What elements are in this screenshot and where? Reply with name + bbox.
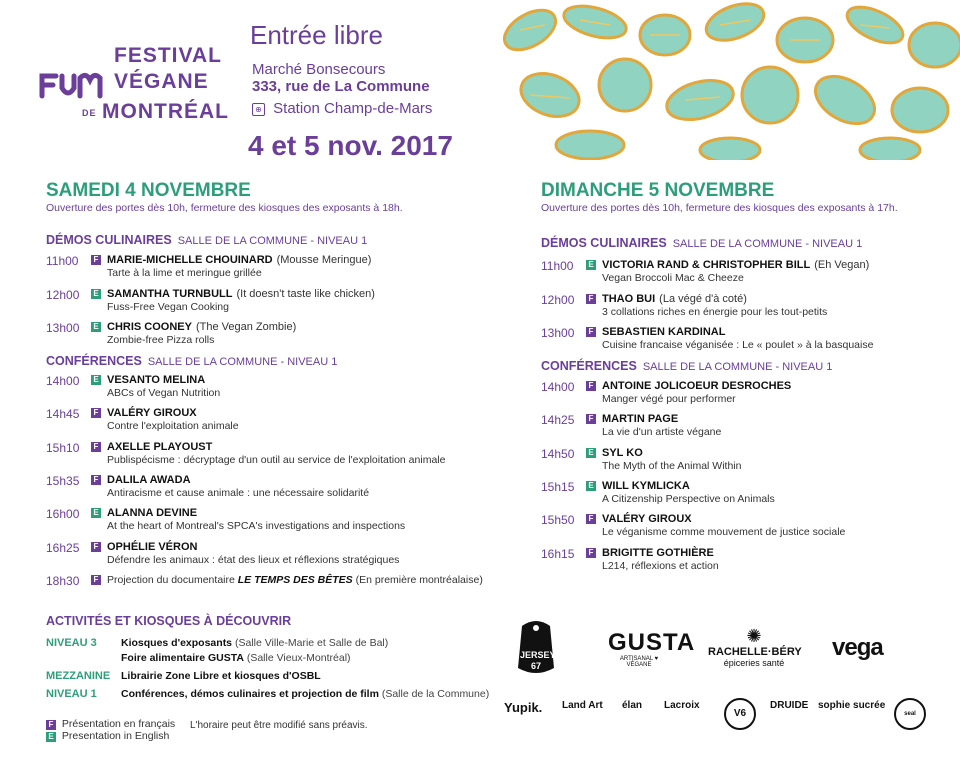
rachelle-bery-logo <box>708 626 800 668</box>
gusta-tagline: ARTISANAL ♥ VÉGANE <box>619 656 659 668</box>
lang-badge-en: E <box>586 260 596 270</box>
land-art-logo: Land Art <box>562 700 603 711</box>
level-label: NIVEAU 1 <box>46 688 97 700</box>
jersey-67-logo <box>516 618 556 676</box>
lang-badge-en: E <box>91 508 101 518</box>
schedule-row <box>46 507 466 537</box>
activity-name: Conférences, démos culinaires et projection de film <box>121 688 379 700</box>
lang-badge-fr: F <box>586 294 596 304</box>
talk-title: Zombie-free Pizza rolls <box>107 334 215 346</box>
lang-badge-en: E <box>91 375 101 385</box>
speaker-name: VICTORIA RAND & CHRISTOPHER BILL <box>602 259 811 271</box>
talk-title: Cuisine francaise véganisée : Le « poulet » à la basquaise <box>602 339 874 351</box>
speaker-name: CHRIS COONEY <box>107 321 192 333</box>
talk-title: Manger végé pour performer <box>602 393 736 405</box>
elan-logo: élan <box>622 700 643 711</box>
speaker-name: VALÉRY GIROUX <box>602 513 692 526</box>
free-entry: Entrée libre <box>250 20 383 50</box>
talk-title: Défendre les animaux : état des lieux et réflexions stratégiques <box>107 553 400 566</box>
lang-badge-fr: F <box>586 548 596 558</box>
section-room: SALLE DE LA COMMUNE - NIVEAU 1 <box>642 361 833 373</box>
speaker-name: MARTIN PAGE <box>602 413 679 426</box>
lang-badge-fr: F <box>46 720 56 730</box>
gusta-wordmark: GUSTA <box>608 629 696 656</box>
lang-badge-fr: F <box>586 414 596 424</box>
speaker-name: SEBASTIEN KARDINAL <box>602 326 726 338</box>
section-title: CONFÉRENCES <box>541 359 637 373</box>
schedule-row <box>46 541 466 571</box>
event-time: 14h45 <box>46 407 80 422</box>
lang-badge-en: E <box>91 289 101 299</box>
speaker-line <box>107 441 212 453</box>
metro-line <box>252 100 432 118</box>
schedule-change-note: L'horaire peut être modifié sans préavis. <box>190 720 368 731</box>
event-time: 16h15 <box>541 546 575 561</box>
schedule-row <box>541 547 960 577</box>
activity-room: (Salle Ville-Marie et Salle de Bal) <box>232 637 389 649</box>
festival-title-line3-small: DE <box>82 108 97 118</box>
section-room: SALLE DE LA COMMUNE - NIVEAU 1 <box>177 235 368 247</box>
level-label: MEZZANINE <box>46 670 111 682</box>
talk-title: Vegan Broccoli Mac & Cheeze <box>602 272 744 284</box>
speaker-line <box>602 413 678 425</box>
lang-badge-fr: F <box>91 442 101 452</box>
speaker-line <box>602 480 690 492</box>
speaker-name: OPHÉLIE VÉRON <box>107 540 198 553</box>
speaker-line <box>602 547 714 559</box>
speaker-affiliation: (Eh Vegan) <box>814 259 870 271</box>
talk-title: At the heart of Montreal's SPCA's investigations and inspections <box>107 520 406 533</box>
speaker-line <box>602 259 869 271</box>
fvm-logo-mark <box>38 70 108 100</box>
v6-logo: V6 <box>724 698 756 730</box>
schedule-row <box>541 447 960 477</box>
section-title: CONFÉRENCES <box>46 354 142 368</box>
activity-line <box>121 652 351 664</box>
festival-title-line1: FESTIVAL <box>114 44 222 67</box>
legend-french-text: Présentation en français <box>61 718 176 730</box>
talk-title: Contre l'exploitation animale <box>107 420 239 433</box>
rachelle-bery-tagline: épiceries santé <box>723 658 785 668</box>
activity-name: Kiosques d'exposants <box>121 637 233 649</box>
speaker-name: BRIGITTE GOTHIÈRE <box>602 546 714 559</box>
event-time: 14h00 <box>46 374 80 388</box>
flower-icon: ✺ <box>746 626 762 646</box>
activity-room: (Salle de la Commune) <box>378 688 490 700</box>
schedule-row <box>46 407 466 437</box>
lang-badge-fr: F <box>91 475 101 485</box>
level-label: NIVEAU 3 <box>46 637 97 649</box>
lang-badge-fr: F <box>586 514 596 524</box>
legend-english <box>46 730 169 742</box>
speaker-line <box>107 474 191 486</box>
legend-french <box>46 718 175 730</box>
activity-name: Librairie Zone Libre et kiosques d'OSBL <box>121 670 321 682</box>
speaker-name: ALANNA DEVINE <box>107 507 198 520</box>
speaker-line <box>602 447 643 459</box>
event-time: 15h10 <box>46 440 80 455</box>
lang-badge-fr: F <box>91 408 101 418</box>
activity-line <box>121 637 388 649</box>
speaker-name: THAO BUI <box>602 292 656 305</box>
sunday-hours: Ouverture des portes dès 10h, fermeture des kiosques des exposants à 17h. <box>541 202 898 214</box>
event-time: 15h35 <box>46 473 80 488</box>
speaker-name: ANTOINE JOLICOEUR DESROCHES <box>602 380 792 392</box>
jersey-67-text: JERSEY 67 <box>520 650 556 671</box>
speaker-line <box>107 541 197 553</box>
schedule-row <box>541 259 960 289</box>
sophie-sucree-logo: sophie sucrée <box>818 700 886 711</box>
talk-title: Fuss-Free Vegan Cooking <box>107 300 229 313</box>
section-title: DÉMOS CULINAIRES <box>46 233 172 247</box>
talk-title: Tarte à la lime et meringue grillée <box>107 267 262 279</box>
activity-line <box>121 688 489 700</box>
event-time: 13h00 <box>46 321 80 335</box>
lacroix-logo: Lacroix <box>664 700 700 711</box>
sunday-title: DIMANCHE 5 NOVEMBRE <box>541 180 775 201</box>
sunday-demos-header <box>541 236 862 250</box>
speaker-name: DALILA AWADA <box>107 473 191 486</box>
event-time: 14h25 <box>541 413 575 428</box>
schedule-row <box>46 374 466 404</box>
speaker-name: VALÉRY GIROUX <box>107 407 197 420</box>
festival-title-line3: MONTRÉAL <box>102 100 229 123</box>
festival-logo <box>38 44 229 134</box>
schedule-row <box>46 288 466 318</box>
talk-title: Le véganisme comme mouvement de justice sociale <box>602 526 846 539</box>
talk-title: A Citizenship Perspective on Animals <box>602 492 775 505</box>
lang-badge-en: E <box>91 322 101 332</box>
film-description <box>107 574 483 586</box>
speaker-name: AXELLE PLAYOUST <box>107 440 213 453</box>
schedule-row <box>46 321 466 351</box>
vega-logo: vega <box>832 634 883 661</box>
schedule-row <box>46 474 466 504</box>
speaker-line <box>602 326 725 338</box>
druide-logo: DRUIDE <box>770 700 809 711</box>
event-time: 16h25 <box>46 540 80 555</box>
venue-name: Marché Bonsecours <box>252 61 386 78</box>
vegetable-illustration <box>500 0 960 160</box>
schedule-row <box>541 480 960 510</box>
speaker-line <box>602 380 791 392</box>
speaker-line <box>107 288 375 300</box>
event-time: 13h00 <box>541 326 575 340</box>
schedule-row <box>46 441 466 471</box>
lang-badge-en: E <box>586 481 596 491</box>
schedule-row <box>541 413 960 443</box>
event-time: 16h00 <box>46 507 80 522</box>
film-title: LE TEMPS DES BÊTES <box>237 574 353 586</box>
schedule-row <box>46 254 466 284</box>
event-time: 14h50 <box>541 446 575 461</box>
saturday-title: SAMEDI 4 NOVEMBRE <box>46 180 251 201</box>
gusta-logo <box>608 629 696 668</box>
event-time: 15h15 <box>541 479 575 494</box>
speaker-name: SYL KO <box>602 446 643 459</box>
speaker-line <box>107 507 197 519</box>
schedule-row <box>541 513 960 543</box>
activity-name: Foire alimentaire GUSTA <box>121 652 244 664</box>
lang-badge-fr: F <box>91 255 101 265</box>
schedule-row <box>541 380 960 410</box>
festival-title-line2: VÉGANE <box>114 70 209 93</box>
film-prefix: Projection du documentaire <box>107 574 238 586</box>
speaker-name: MARIE-MICHELLE CHOUINARD <box>107 254 273 266</box>
venue-address: 333, rue de La Commune <box>252 78 430 95</box>
speaker-name: WILL KYMLICKA <box>602 479 690 492</box>
saturday-conferences-header <box>46 354 337 368</box>
saturday-hours: Ouverture des portes dès 10h, fermeture des kiosques des exposants à 18h. <box>46 202 403 214</box>
event-time: 15h50 <box>541 513 575 528</box>
lang-badge-en: E <box>586 448 596 458</box>
talk-title: ABCs of Vegan Nutrition <box>107 387 221 399</box>
event-time: 12h00 <box>46 287 80 302</box>
lang-badge-fr: F <box>586 327 596 337</box>
event-time: 11h00 <box>541 259 574 273</box>
lang-badge-fr: F <box>91 575 101 585</box>
speaker-line <box>107 374 205 386</box>
metro-icon: ⊕ <box>252 103 265 116</box>
speaker-affiliation: (Mousse Meringue) <box>276 254 372 266</box>
schedule-row <box>541 326 960 356</box>
event-time: 12h00 <box>541 292 575 307</box>
speaker-name: SAMANTHA TURNBULL <box>107 287 233 300</box>
speaker-line <box>602 293 747 305</box>
activity-line <box>121 670 321 682</box>
lang-badge-en: E <box>46 732 56 742</box>
speaker-line <box>107 254 371 266</box>
lang-badge-fr: F <box>91 542 101 552</box>
film-suffix: (En première montréalaise) <box>352 574 483 586</box>
section-room: SALLE DE LA COMMUNE - NIVEAU 1 <box>147 356 338 368</box>
seal-logo: seal <box>894 698 926 730</box>
yupik-logo: Yupik. <box>504 700 543 715</box>
speaker-affiliation: (The Vegan Zombie) <box>195 321 297 333</box>
speaker-name: VESANTO MELINA <box>107 374 206 386</box>
event-time: 18h30 <box>46 574 80 588</box>
legend-english-text: Presentation in English <box>61 730 170 742</box>
activities-title: ACTIVITÉS ET KIOSQUES À DÉCOUVRIR <box>46 614 292 628</box>
speaker-line <box>107 407 197 419</box>
talk-title: La vie d'un artiste végane <box>602 426 722 439</box>
event-time: 14h00 <box>541 380 575 394</box>
section-room: SALLE DE LA COMMUNE - NIVEAU 1 <box>672 238 863 250</box>
event-time: 11h00 <box>46 254 79 268</box>
speaker-affiliation: (La végé d'à coté) <box>659 292 747 305</box>
speaker-line <box>107 321 296 333</box>
speaker-affiliation: (It doesn't taste like chicken) <box>236 287 375 300</box>
talk-title: Antiracisme et cause animale : une nécessaire solidarité <box>107 486 370 499</box>
schedule-row <box>541 293 960 323</box>
talk-title: Publispécisme : décryptage d'un outil au service de l'exploitation animale <box>107 453 446 466</box>
lang-badge-fr: F <box>586 381 596 391</box>
metro-station: Station Champ-de-Mars <box>273 100 433 117</box>
talk-title: 3 collations riches en énergie pour les tout-petits <box>602 305 828 318</box>
activity-room: (Salle Vieux-Montréal) <box>243 652 351 664</box>
sunday-conferences-header <box>541 359 832 373</box>
festival-dates: 4 et 5 nov. 2017 <box>248 130 453 161</box>
speaker-line <box>602 513 692 525</box>
section-title: DÉMOS CULINAIRES <box>541 236 667 250</box>
rachelle-bery-wordmark: RACHELLE·BÉRY <box>708 646 802 658</box>
talk-title: The Myth of the Animal Within <box>602 459 742 472</box>
saturday-demos-header <box>46 233 367 247</box>
talk-title: L214, réflexions et action <box>602 559 719 572</box>
